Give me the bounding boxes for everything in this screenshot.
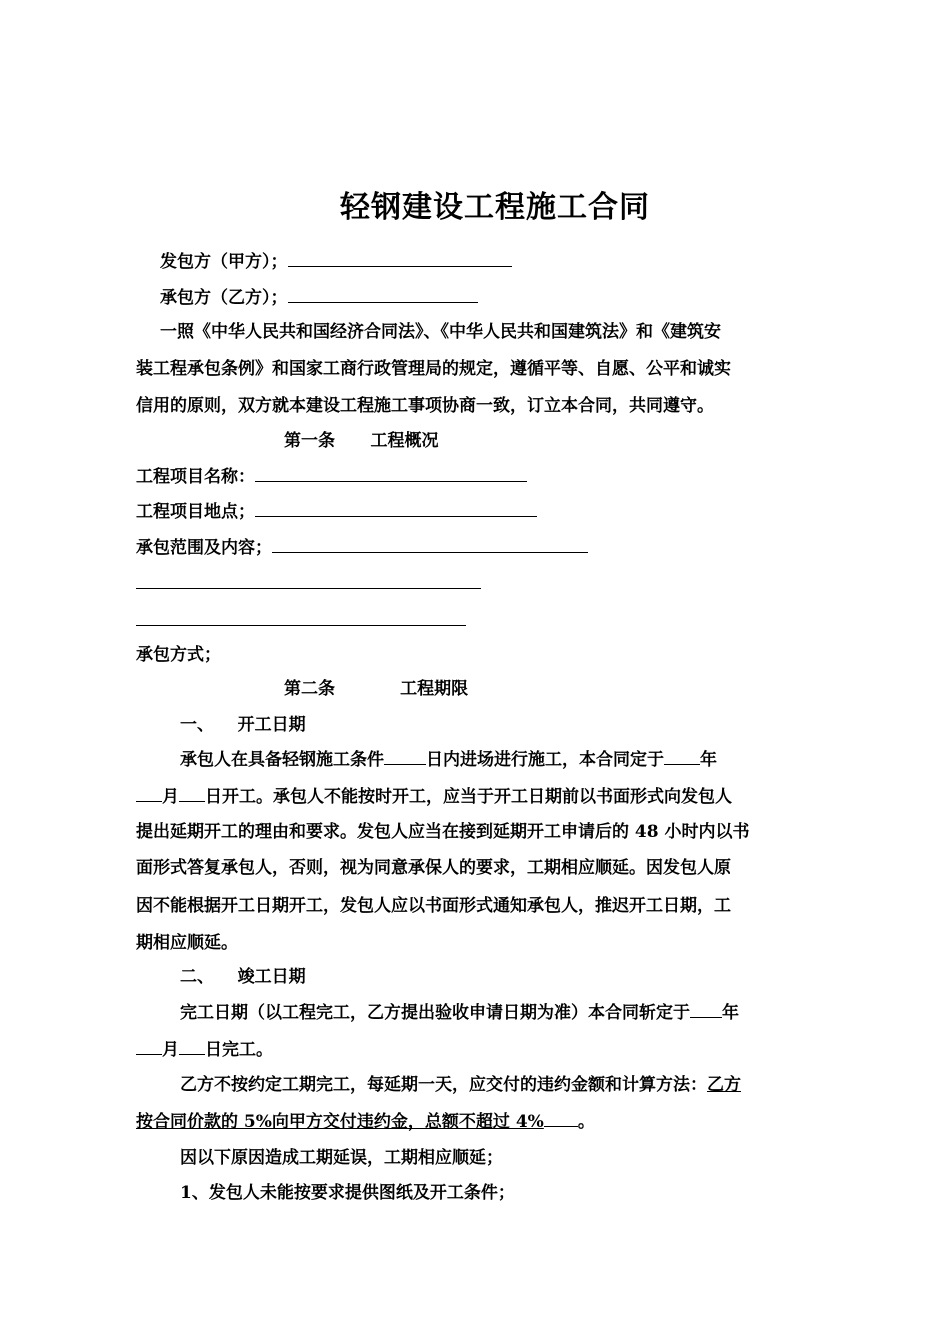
end-line-1 <box>180 1001 739 1024</box>
article-1-heading: 第一条 工程概况 <box>284 431 439 451</box>
project-name-label: 工程项目名称： <box>136 467 255 487</box>
preamble-line-2: 装工程承包条例》和国家工商行政管理局的规定，遵循平等、自愿、公平和诚实 <box>136 359 731 379</box>
start-day-blank[interactable] <box>179 785 205 802</box>
start-year-blank[interactable] <box>664 748 700 765</box>
start-text-1b: 日内进场进行施工，本合同定于 <box>426 750 664 770</box>
penalty-text-1a: 乙方不按约定工期完工，每延期一天，应交付的违约金额和计算方法： <box>180 1075 707 1095</box>
party-b-blank[interactable] <box>288 286 478 303</box>
penalty-text-2a: 按合同价款的 5%向甲方交付违约金，总额不超过 4% <box>136 1112 544 1132</box>
end-text-2b: 日完工。 <box>205 1040 273 1060</box>
scope-blank-line-3[interactable] <box>136 625 466 626</box>
start-text-2a: 月 <box>162 787 179 807</box>
scope-blank[interactable] <box>272 536 588 553</box>
scope-blank-line-2[interactable] <box>136 588 481 589</box>
start-month-blank[interactable] <box>136 785 162 802</box>
party-b-label: 承包方（乙方）； <box>160 288 288 308</box>
start-line-5: 因不能根据开工日期开工，发包人应以书面形式通知承包人，推迟开工日期，工 <box>136 896 731 916</box>
penalty-line-2 <box>136 1110 595 1133</box>
party-a-blank[interactable] <box>288 250 512 267</box>
end-text-2a: 月 <box>162 1040 179 1060</box>
party-a-line <box>160 250 512 273</box>
end-line-2 <box>136 1038 273 1061</box>
project-name-line <box>136 465 527 488</box>
scope-label: 承包范围及内容； <box>136 538 272 558</box>
start-line-3: 提出延期开工的理由和要求。发包人应当在接到延期开工申请后的 48 小时内以书 <box>136 822 750 842</box>
start-line-1 <box>180 748 717 771</box>
party-b-line <box>160 286 478 309</box>
scope-line <box>136 536 588 559</box>
start-text-1a: 承包人在具备轻钢施工条件 <box>180 750 384 770</box>
project-site-label: 工程项目地点； <box>136 502 255 522</box>
start-line-4: 面形式答复承包人，否则，视为同意承保人的要求，工期相应顺延。因发包人原 <box>136 858 731 878</box>
project-site-blank[interactable] <box>255 500 537 517</box>
end-day-blank[interactable] <box>179 1038 205 1055</box>
section-1-heading: 一、 开工日期 <box>180 715 306 735</box>
penalty-text-1b: 乙方 <box>707 1075 741 1095</box>
section-2-heading: 二、 竣工日期 <box>180 967 306 987</box>
penalty-line-1 <box>180 1074 741 1096</box>
end-year-blank[interactable] <box>690 1001 722 1018</box>
project-site-line <box>136 500 537 523</box>
end-text-1a: 完工日期（以工程完工，乙方提出验收申请日期为准）本合同斩定于 <box>180 1003 690 1023</box>
preamble-line-3: 信用的原则，双方就本建设工程施工事项协商一致，订立本合同，共同遵守。 <box>136 396 714 416</box>
article-2-heading: 第二条 工程期限 <box>284 679 469 699</box>
end-month-blank[interactable] <box>136 1038 162 1055</box>
start-text-1c: 年 <box>700 750 717 770</box>
delay-intro: 因以下原因造成工期延误，工期相应顺延； <box>180 1148 503 1168</box>
preamble-line-1: 一照《中华人民共和国经济合同法》、《中华人民共和国建筑法》和《建筑安 <box>160 322 721 342</box>
start-line-6: 期相应顺延。 <box>136 933 238 953</box>
start-text-2b: 日开工。承包人不能按时开工，应当于开工日期前以书面形式向发包人 <box>205 787 732 807</box>
project-name-blank[interactable] <box>255 465 527 482</box>
party-a-label: 发包方（甲方）； <box>160 252 288 272</box>
document-title: 轻钢建设工程施工合同 <box>340 190 650 225</box>
penalty-text-2b: 。 <box>577 1112 595 1132</box>
penalty-underline-tail <box>544 1110 578 1127</box>
method-label: 承包方式； <box>136 645 221 665</box>
start-days-blank[interactable] <box>384 748 426 765</box>
end-text-1b: 年 <box>722 1003 739 1023</box>
delay-item-1: 1、发包人未能按要求提供图纸及开工条件； <box>180 1183 515 1203</box>
start-line-2 <box>136 785 732 808</box>
